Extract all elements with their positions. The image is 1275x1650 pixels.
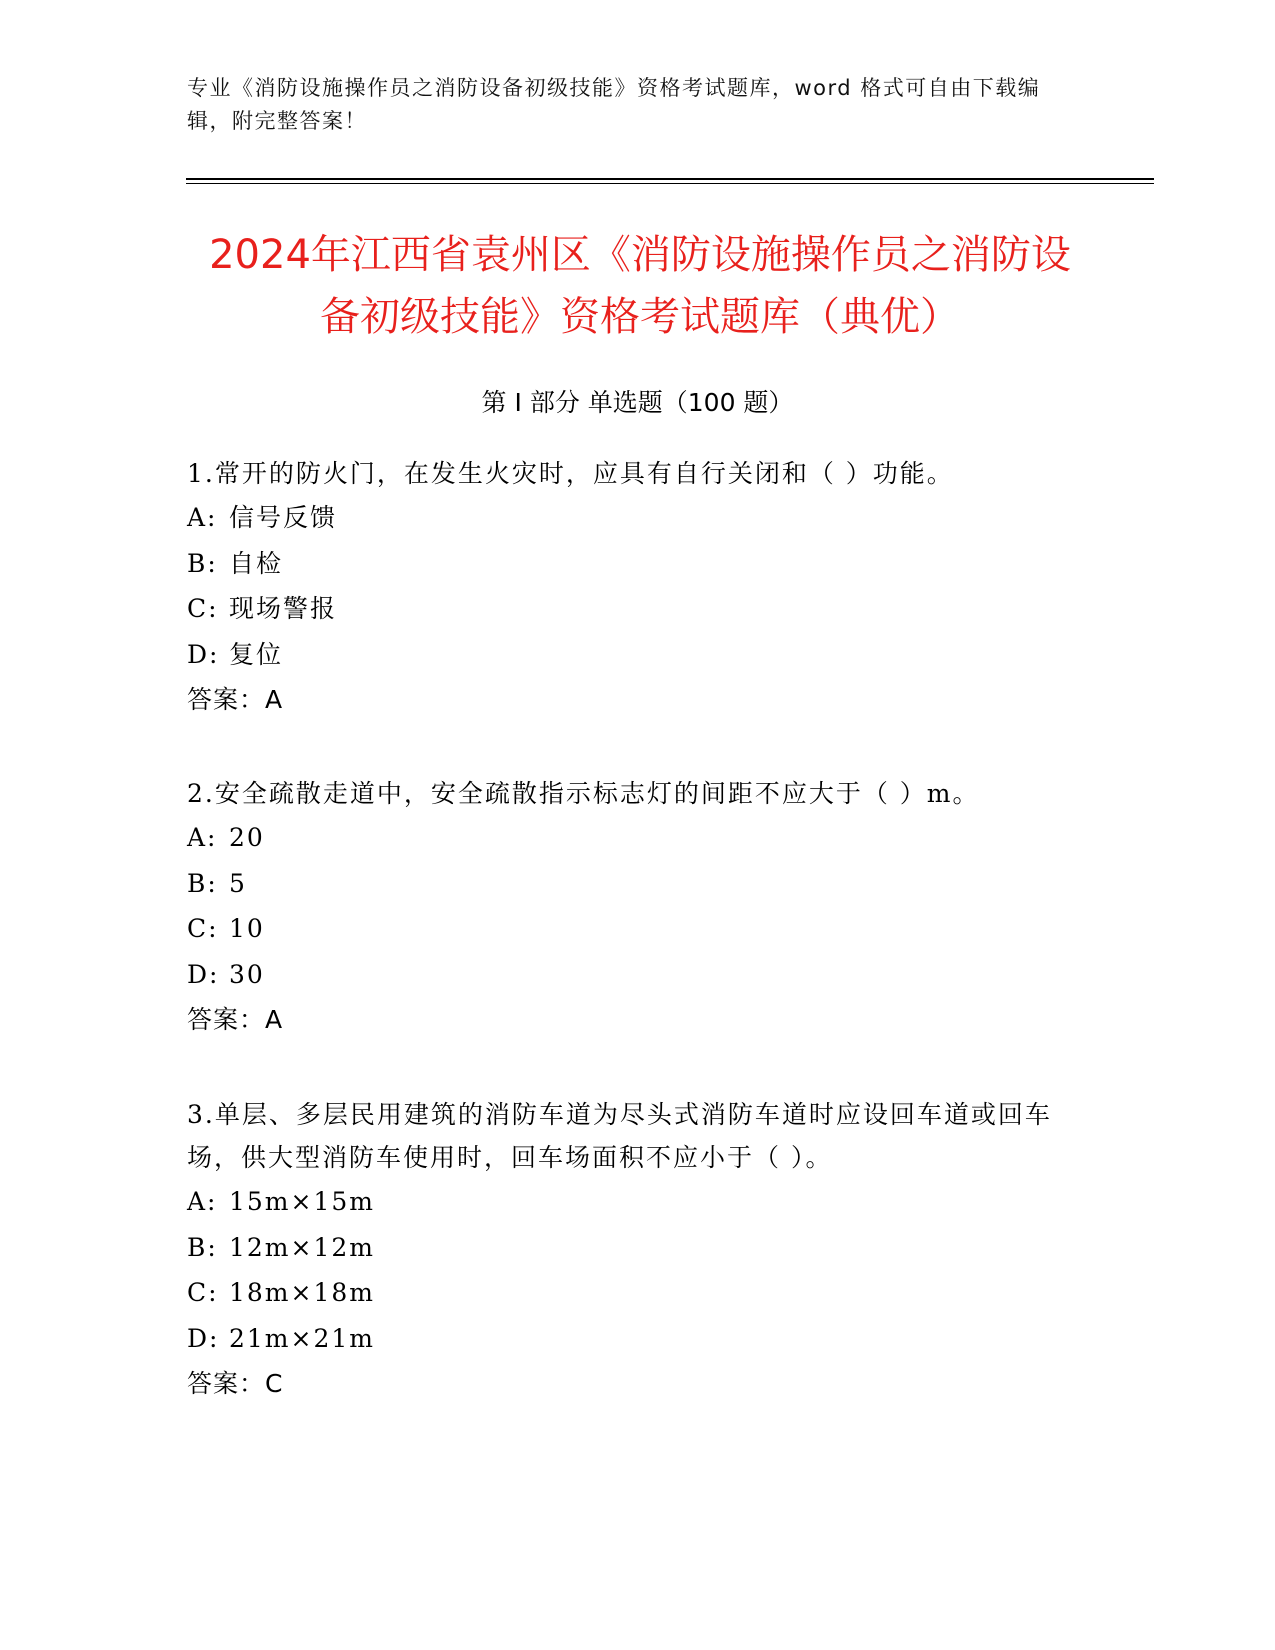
option-d (187, 952, 1067, 998)
option-key: D: (187, 1323, 220, 1353)
document-title: 2024年江西省袁州区《消防设施操作员之消防设备初级技能》资格考试题库（典优） (209, 232, 1071, 340)
option-text: 15m×15m (229, 1187, 375, 1216)
option-key: C: (187, 594, 219, 623)
question-stem: 2.安全疏散走道中，安全疏散指示标志灯的间距不应大于（ ）m。 (187, 779, 980, 808)
option-text: 5 (229, 868, 247, 898)
option-b (187, 861, 1067, 907)
answer: 答案：A (187, 685, 284, 714)
option-key: B: (187, 1232, 218, 1262)
option-text: 10 (229, 914, 265, 943)
option-text: 18m×18m (229, 1278, 375, 1307)
option-text: 自检 (229, 548, 284, 578)
header-rule-thick (186, 178, 1154, 180)
option-b (187, 541, 1067, 587)
option-d (187, 1316, 1067, 1362)
option-text: 20 (229, 823, 265, 852)
option-text: 12m×12m (229, 1232, 375, 1262)
option-key: C: (187, 914, 219, 943)
answer: 答案：C (187, 1369, 284, 1398)
option-key: C: (187, 1278, 219, 1307)
option-a (187, 815, 1067, 861)
option-c (187, 586, 1067, 632)
option-a (187, 495, 1067, 541)
answer: 答案：A (187, 1005, 284, 1034)
option-b (187, 1225, 1067, 1271)
section-title: 第 I 部分 单选题（100 题） (481, 388, 794, 417)
option-text: 复位 (229, 639, 284, 669)
header-rule-thin (186, 183, 1154, 184)
option-c (187, 906, 1067, 952)
option-key: A: (187, 503, 218, 532)
option-key: B: (187, 548, 218, 578)
option-key: A: (187, 823, 218, 852)
option-key: D: (187, 959, 220, 989)
option-text: 信号反馈 (229, 503, 338, 532)
option-text: 21m×21m (229, 1323, 375, 1353)
question-2 (187, 772, 1067, 1042)
option-key: B: (187, 868, 218, 898)
option-key: A: (187, 1187, 218, 1216)
option-d (187, 632, 1067, 678)
question-3 (187, 1093, 1067, 1406)
question-1 (187, 452, 1067, 722)
option-a (187, 1179, 1067, 1225)
question-stem: 3.单层、多层民用建筑的消防车道为尽头式消防车道时应设回车道或回车场，供大型消防车使用时，回车场面积不应小于（ ）。 (187, 1100, 1052, 1172)
option-c (187, 1270, 1067, 1316)
header-note: 专业《消防设施操作员之消防设备初级技能》资格考试题库，word 格式可自由下载编辑，附完整答案！ (187, 76, 1041, 133)
option-text: 30 (229, 959, 265, 989)
option-text: 现场警报 (229, 594, 338, 623)
question-stem: 1.常开的防火门，在发生火灾时，应具有自行关闭和（ ）功能。 (187, 459, 954, 488)
option-key: D: (187, 639, 220, 669)
